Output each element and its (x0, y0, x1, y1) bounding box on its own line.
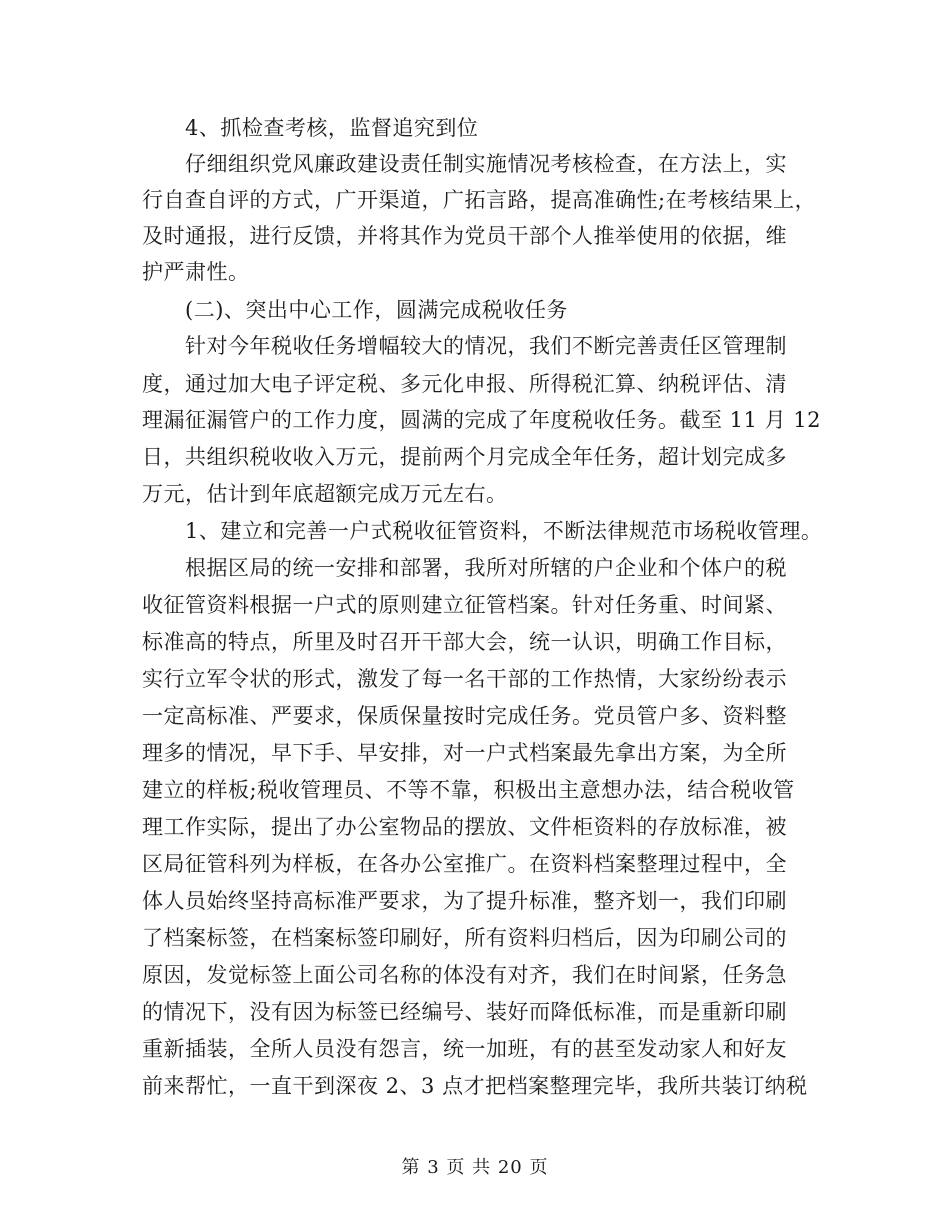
section-heading: 4、抓检查考核，监督追究到位 (185, 116, 479, 140)
paragraph-line: 仔细组织党风廉政建设责任制实施情况考核检查，在方法上，实 (185, 152, 787, 176)
paragraph-line: 日，共组织税收收入万元，提前两个月完成全年任务，超计划完成多 (142, 445, 787, 469)
paragraph-line: 的情况下，没有因为标签已经编号、装好而降低标准，而是重新印刷 (142, 1000, 787, 1024)
paragraph-line: 原因，发觉标签上面公司名称的体没有对齐，我们在时间紧，任务急 (142, 963, 787, 987)
paragraph-line: 度，通过加大电子评定税、多元化申报、所得税汇算、纳税评估、清 (142, 372, 787, 396)
paragraph-line: 重新插装，全所人员没有怨言，统一加班，有的甚至发动家人和好友 (142, 1037, 787, 1061)
paragraph-line: 根据区局的统一安排和部署，我所对所辖的户企业和个体户的税 (185, 556, 787, 580)
paragraph-line: 收征管资料根据一户式的原则建立征管档案。针对任务重、时间紧、 (142, 593, 787, 617)
paragraph-line: 了档案标签，在档案标签印刷好，所有资料归档后，因为印刷公司的 (142, 926, 787, 950)
paragraph-line: 针对今年税收任务增幅较大的情况，我们不断完善责任区管理制 (185, 334, 787, 358)
paragraph-line: 理多的情况，早下手、早安排，对一户式档案最先拿出方案，为全所 (142, 741, 787, 765)
paragraph-line: 万元，估计到年底超额完成万元左右。 (142, 482, 508, 506)
page-footer: 第 3 页 共 20 页 (401, 1157, 549, 1178)
paragraph-line: 护严肃性。 (142, 260, 250, 284)
paragraph-line: 建立的样板;税收管理员、不等不靠，积极出主意想办法，结合税收管 (142, 778, 795, 802)
paragraph-line: 区局征管科列为样板，在各办公室推广。在资料档案整理过程中，全 (142, 852, 787, 876)
section-heading: (二)、突出中心工作，圆满完成税收任务 (185, 298, 568, 322)
paragraph-line: 理漏征漏管户的工作力度，圆满的完成了年度税收任务。截至 11 月 12 (142, 408, 821, 432)
paragraph-line: 实行立军令状的形式，激发了每一名干部的工作热情，大家纷纷表示 (142, 667, 787, 691)
section-heading: 1、建立和完善一户式税收征管资料，不断法律规范市场税收管理。 (185, 519, 823, 543)
paragraph-line: 理工作实际，提出了办公室物品的摆放、文件柜资料的存放标准，被 (142, 815, 787, 839)
paragraph-line: 及时通报，进行反馈，并将其作为党员干部个人推举使用的依据，维 (142, 224, 787, 248)
paragraph-line: 一定高标准、严要求，保质保量按时完成任务。党员管户多、资料整 (142, 704, 787, 728)
paragraph-line: 前来帮忙，一直干到深夜 2、3 点才把档案整理完毕，我所共装订纳税 (142, 1074, 808, 1098)
paragraph-line: 体人员始终坚持高标准严要求，为了提升标准，整齐划一，我们印刷 (142, 889, 787, 913)
paragraph-line: 行自查自评的方式，广开渠道，广拓言路，提高准确性;在考核结果上， (142, 188, 817, 212)
paragraph-line: 标准高的特点，所里及时召开干部大会，统一认识，明确工作目标， (142, 630, 787, 654)
